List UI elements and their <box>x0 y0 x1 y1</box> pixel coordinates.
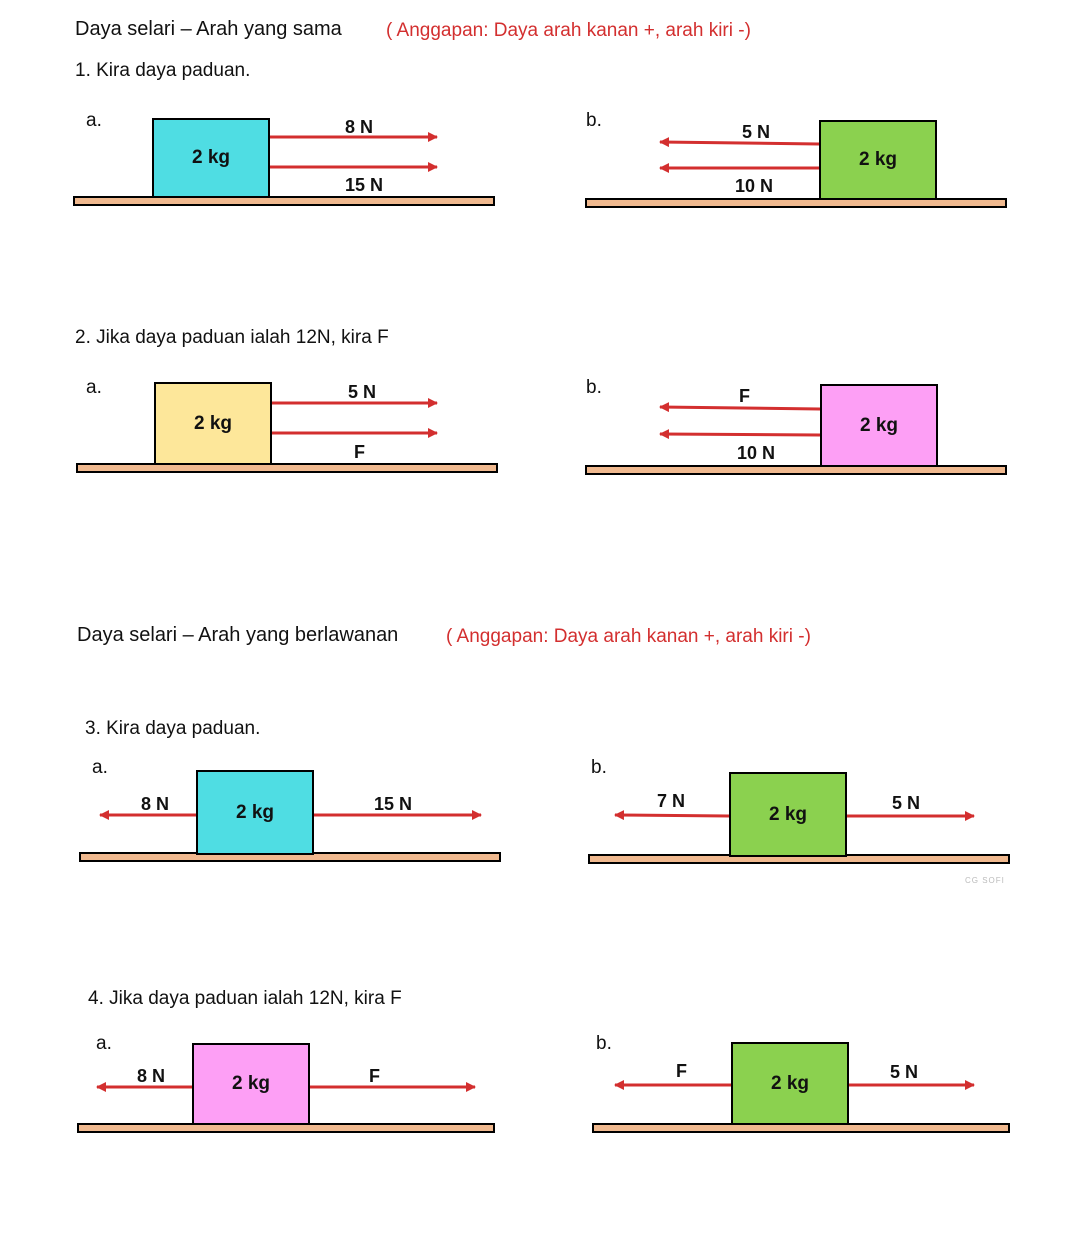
q3b-force-left-label: 7 N <box>657 791 686 811</box>
q2b-mass-box: 2 kg <box>820 384 938 467</box>
q1b-label: b. <box>586 110 602 131</box>
q3a-label: a. <box>92 757 108 778</box>
q4a-force-left-label: 8 N <box>137 1066 166 1086</box>
q3b-arrow-left <box>615 815 729 816</box>
q4b-force-left-label: F <box>676 1061 687 1081</box>
q3-text: 3. Kira daya paduan. <box>85 718 261 739</box>
section2-note: ( Anggapan: Daya arah kanan +, arah kiri -) <box>446 626 811 647</box>
q4b-mass-box: 2 kg <box>731 1042 849 1125</box>
q4a-mass-box: 2 kg <box>192 1043 310 1125</box>
q3b-label: b. <box>591 757 607 778</box>
q2b-label: b. <box>586 377 602 398</box>
watermark: CG SOFI <box>965 876 1005 885</box>
q2a-force-bottom-label: F <box>354 442 365 462</box>
q1b-force-bottom-label: 10 N <box>735 176 774 196</box>
q2a-force-top-label: 5 N <box>348 382 377 402</box>
q4b-force-right-label: 5 N <box>890 1062 919 1082</box>
q1a-mass-box: 2 kg <box>152 118 270 198</box>
q4b-label: b. <box>596 1033 612 1054</box>
q3b-force-right-label: 5 N <box>892 793 921 813</box>
section1-note: ( Anggapan: Daya arah kanan +, arah kiri -) <box>386 20 751 41</box>
q1-text: 1. Kira daya paduan. <box>75 60 251 81</box>
q2-text: 2. Jika daya paduan ialah 12N, kira F <box>75 327 389 348</box>
q1b-mass-box: 2 kg <box>819 120 937 200</box>
q2b-force-top-label: F <box>739 386 750 406</box>
q2b-force-bottom-label: 10 N <box>737 443 776 463</box>
q3b-mass-box: 2 kg <box>729 772 847 857</box>
q4-text: 4. Jika daya paduan ialah 12N, kira F <box>88 988 402 1009</box>
q1a-label: a. <box>86 110 102 131</box>
q2b-arrow-bottom <box>660 434 820 435</box>
q1a-force-bottom-label: 15 N <box>345 175 384 195</box>
section1-title: Daya selari – Arah yang sama <box>75 18 342 40</box>
q1a-force-top-label: 8 N <box>345 117 374 137</box>
q2b-arrow-top <box>660 407 820 409</box>
q1b-force-top-label: 5 N <box>742 122 771 142</box>
q3a-force-right-label: 15 N <box>374 794 413 814</box>
q3a-force-left-label: 8 N <box>141 794 170 814</box>
q1b-arrow-top <box>660 142 819 144</box>
q4a-force-right-label: F <box>369 1066 380 1086</box>
q2a-label: a. <box>86 377 102 398</box>
q3a-mass-box: 2 kg <box>196 770 314 855</box>
q2a-mass-box: 2 kg <box>154 382 272 465</box>
section2-title: Daya selari – Arah yang berlawanan <box>77 624 399 646</box>
q4a-label: a. <box>96 1033 112 1054</box>
